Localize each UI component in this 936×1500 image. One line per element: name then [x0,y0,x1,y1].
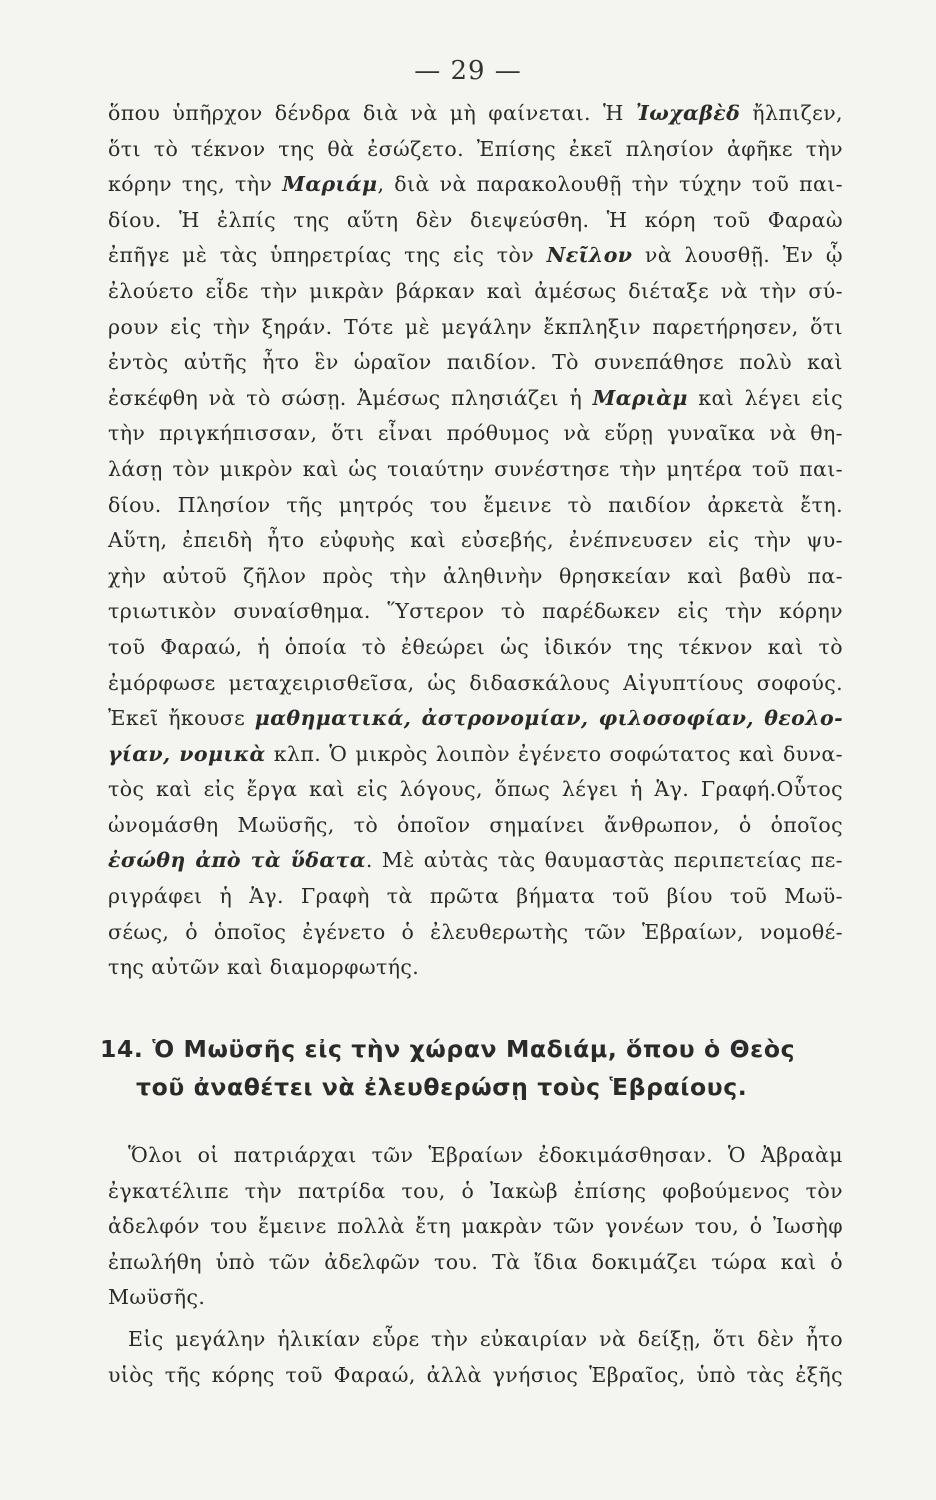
text-line: υἱὸς τῆς κόρης τοῦ Φαραώ, ἀλλὰ γνήσιος Ἑβραῖος, ὑπὸ τὰς ἐξῆς [108,1362,843,1387]
emphasized-term: Ἰωχαβὲδ [635,101,741,125]
text-line [108,345,843,381]
text-line: ἀδελφόν του ἔμεινε πολλὰ ἔτη μακρὰν τῶν γονέων του, ὁ Ἰωσὴφ [108,1214,843,1239]
text-line [108,452,843,488]
text-line [108,950,843,986]
text-line [108,772,843,808]
text-segment: τριωτικὸν συναίσθημα. Ὕστερον τὸ παρέδωκεν εἰς τὴν κόρην [108,599,843,624]
page-number: — 29 — [414,56,522,86]
text-line [108,666,843,702]
text-line [108,879,843,915]
section-heading-line-1: 14. Ὁ Μωϋσῆς εἰς τὴν χώραν Μαδιάμ, ὅπου ὁ Θεὸς [100,1035,796,1063]
text-segment: τὸς καὶ εἰς ἔργα καὶ εἰς λόγους, ὅπως λέγει ἡ Ἁγ. Γραφή.Οὗτος [108,777,843,802]
emphasized-term: ἐσώθη ἀπὸ τὰ ὕδατα [108,848,366,873]
text-segment: ἐντὸς αὐτῆς ἦτο ἓν ὡραῖον παιδίον. Τὸ συνεπάθησε πολὺ καὶ [108,350,843,375]
section-heading [100,1030,845,1106]
text-segment: ἤλπιζεν, [740,101,843,125]
text-segment: χὴν αὐτοῦ ζῆλον πρὸς τὴν ἀληθινὴν θρησκείαν καὶ βαθὺ πα- [108,563,843,588]
text-line: ἐπωλήθη ὑπὸ τῶν ἀδελφῶν του. Τὰ ἴδια δοκιμάζει τώρα καὶ ὁ [108,1249,843,1274]
emphasized-term: μαθηματικά, ἀστρονομίαν, φιλοσοφίαν, θεολο- [254,706,843,731]
paragraph-patriarchs [108,1138,843,1316]
text-segment: καὶ λέγει εἰς [687,385,843,410]
text-line [108,701,843,737]
text-line [108,132,843,168]
text-line: ἐγκατέλιπε τὴν πατρίδα του, ὁ Ἰακὼβ ἐπίσης φοβούμενος τὸν [108,1178,843,1203]
text-segment: σέως, ὁ ὁποῖος ἐγένετο ὁ ἐλευθερωτὴς τῶν Ἑβραίων, νομοθέ- [108,919,843,944]
text-line [108,488,843,524]
text-segment: ριγράφει ἡ Ἁγ. Γραφὴ τὰ πρῶτα βήματα τοῦ βίου τοῦ Μωϋ- [108,884,843,909]
paragraph-moses-childhood [108,96,843,986]
text-segment: νὰ λουσθῇ. Ἐν ᾧ [632,243,843,268]
text-segment: λάσῃ τὸν μικρὸν καὶ ὡς τοιαύτην συνέστησε τὴν μητέρα τοῦ παι- [108,456,843,481]
emphasized-term: Νεῖλον [546,243,633,268]
text-segment: της αὐτῶν καὶ διαμορφωτής. [108,955,420,980]
text-line [108,381,843,417]
text-segment: ὅπου ὑπῆρχον δένδρα διὰ νὰ μὴ φαίνεται. Ἡ [108,101,636,125]
text-segment: ἐπῆγε μὲ τὰς ὑπηρετρίας της εἰς τὸν [108,243,547,268]
text-line: Ὅλοι οἱ πατριάρχαι τῶν Ἑβραίων ἐδοκιμάσθησαν. Ὁ Ἀβραὰμ [128,1143,843,1167]
text-segment: δίου. Ἡ ἐλπίς της αὕτη δὲν διεψεύσθη. Ἡ κόρη τοῦ Φαραὼ [108,207,843,232]
text-segment: ὅτι τὸ τέκνον της θὰ ἐσώζετο. Ἐπίσης ἐκεῖ πλησίον ἀφῆκε τὴν [108,136,843,161]
text-line [108,274,843,310]
text-segment: ἐλούετο εἶδε τὴν μικρὰν βάρκαν καὶ ἀμέσως διέταξε νὰ τὴν σύ- [108,278,843,303]
text-line: Μωϋσῆς. [108,1285,206,1310]
text-line [108,96,843,132]
emphasized-term: γίαν, νομικὰ [108,741,266,766]
text-segment: ἐσκέφθη νὰ τὸ σώσῃ. Ἀμέσως πλησιάζει ἡ [108,385,593,410]
text-line [108,167,843,203]
text-line [108,523,843,559]
emphasized-term: Μαριάμ [282,172,378,197]
text-line [108,630,843,666]
section-heading-line-2: τοῦ ἀναθέτει νὰ ἐλευθερώσῃ τοὺς Ἑβραίους. [136,1073,748,1101]
text-line [108,310,843,346]
text-line [108,808,843,844]
text-segment: ρουν εἰς τὴν ξηράν. Τότε μὲ μεγάλην ἔκπληξιν παρετήρησεν, ὅτι [108,314,843,339]
text-line [108,737,843,773]
text-segment: δίου. Πλησίον τῆς μητρός του ἔμεινε τὸ παιδίον ἀρκετὰ ἔτη. [108,492,843,517]
text-line [108,559,843,595]
emphasized-term: Μαριὰμ [592,385,688,410]
text-line [108,915,843,951]
paragraph-section-body [108,1138,843,1393]
text-line [108,203,843,239]
text-line [108,843,843,879]
text-segment: κλπ. Ὁ μικρὸς λοιπὸν ἐγένετο σοφώτατος καὶ δυνα- [265,741,843,766]
text-segment: , διὰ νὰ παρακολουθῇ τὴν τύχην τοῦ παι- [377,172,843,197]
text-line: Εἰς μεγάλην ἡλικίαν εὗρε τὴν εὐκαιρίαν νὰ δείξῃ, ὅτι δὲν ἦτο [128,1326,843,1351]
text-line [108,416,843,452]
text-line [108,594,843,630]
text-line [108,238,843,274]
text-segment: . Μὲ αὐτὰς τὰς θαυμαστὰς περιπετείας πε- [365,848,843,873]
text-segment: τοῦ Φαραώ, ἡ ὁποία τὸ ἐθεώρει ὡς ἰδικόν της τέκνον καὶ τὸ [108,634,843,659]
text-segment: ὠνομάσθη Μωϋσῆς, τὸ ὁποῖον σημαίνει ἄνθρωπον, ὁ ὁποῖος [108,812,843,837]
text-segment: Ἐκεῖ ἤκουσε [108,706,255,731]
text-segment: Αὕτη, ἐπειδὴ ἦτο εὐφυὴς καὶ εὐσεβής, ἐνέπνευσεν εἰς τὴν ψυ- [108,528,843,553]
text-segment: τὴν πριγκήπισσαν, ὅτι εἶναι πρόθυμος νὰ εὕρῃ γυναῖκα νὰ θη- [108,421,843,446]
text-segment: κόρην της, τὴν [108,172,283,197]
paragraph-adulthood [108,1322,843,1393]
text-segment: ἐμόρφωσε μεταχειρισθεῖσα, ὡς διδασκάλους Αἰγυπτίους σοφούς. [108,670,843,695]
